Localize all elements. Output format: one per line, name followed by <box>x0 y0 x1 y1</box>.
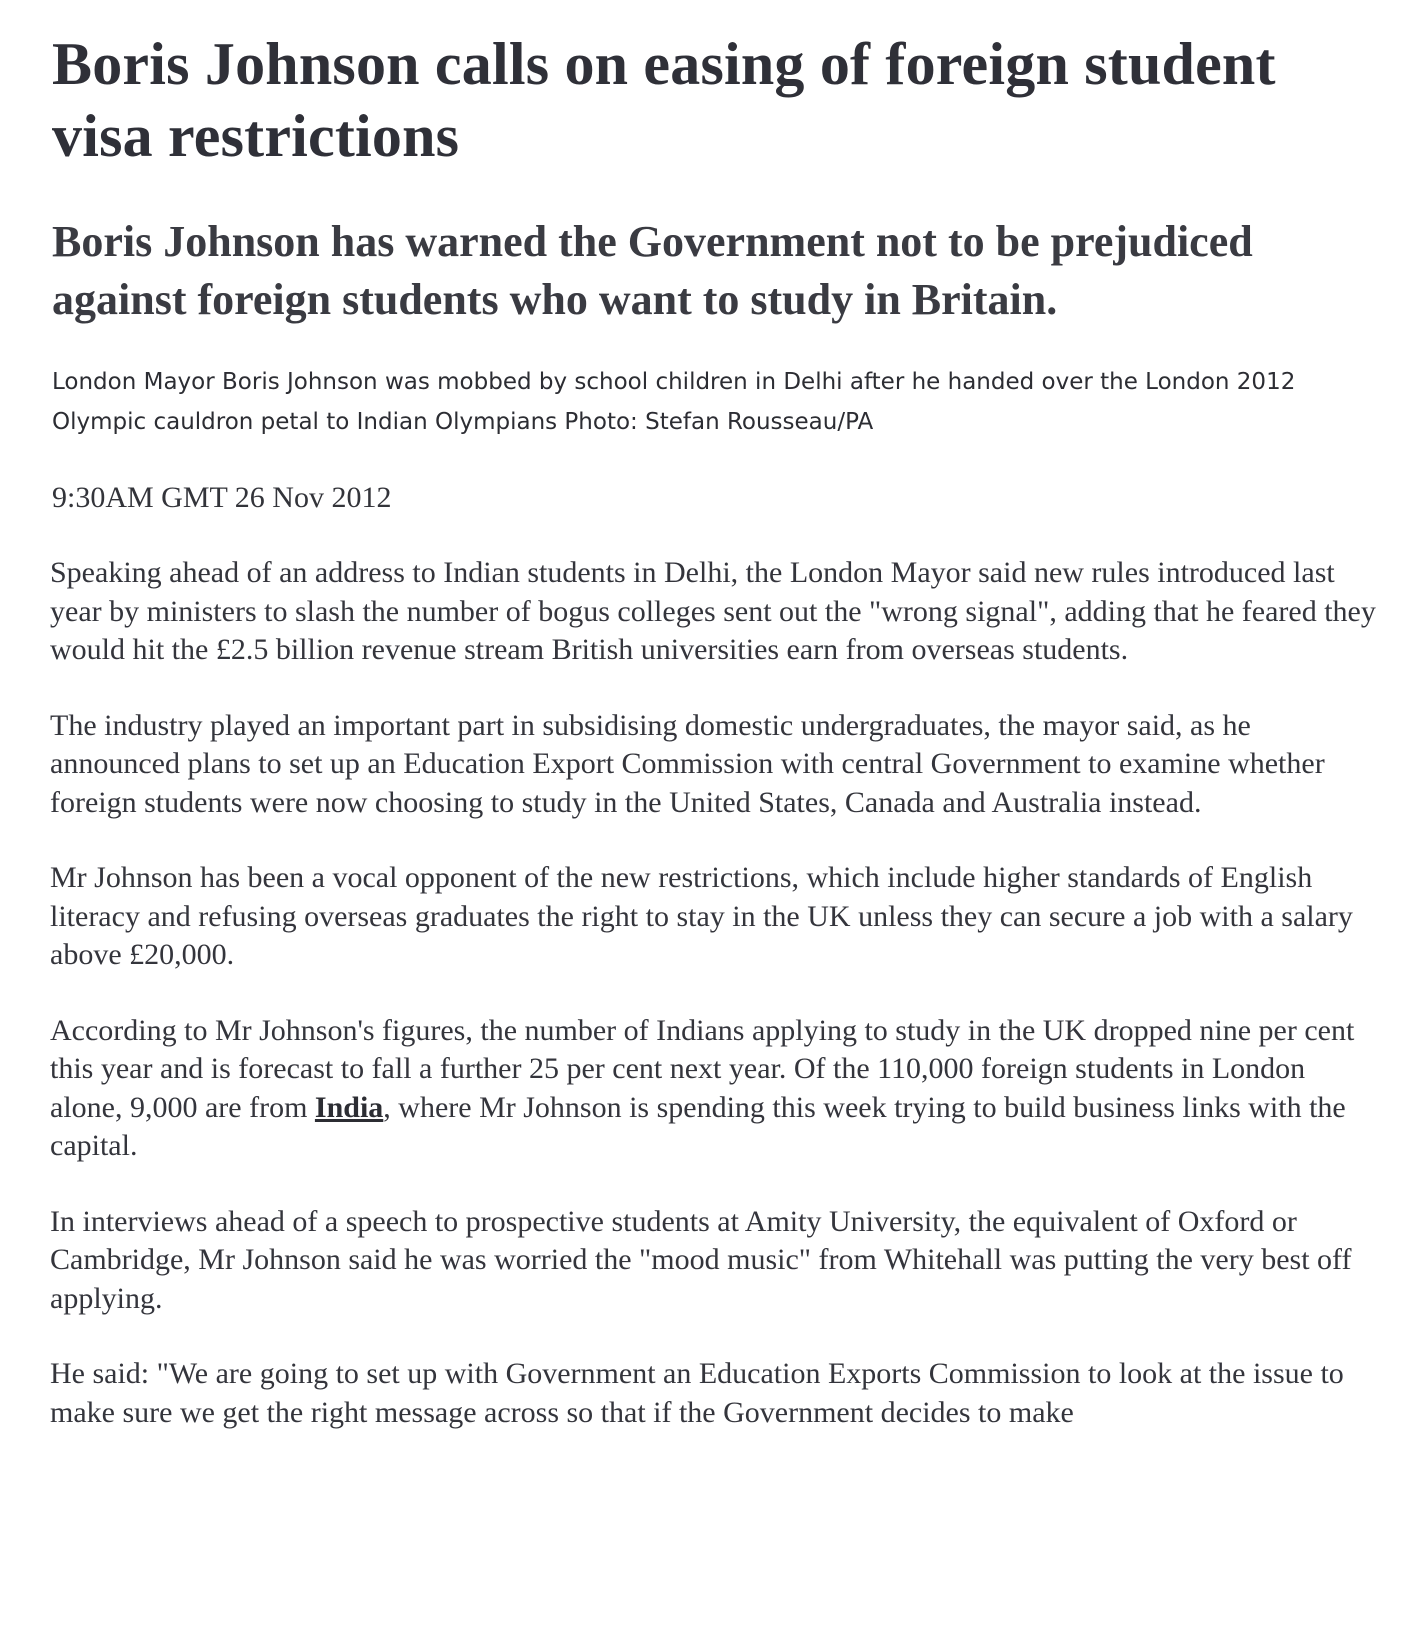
body-paragraph-6: He said: "We are going to set up with Government an Education Exports Commission to look at the issue to make sure we get the right message across so that if the Government decides to make <box>50 1357 1344 1429</box>
body-paragraph-4-text-after-link: , where Mr Johnson is spending this week trying to build business links with the capital. <box>50 1090 1346 1162</box>
body-paragraph-3: Mr Johnson has been a vocal opponent of the new restrictions, which include higher standards of English literacy and refusing overseas graduates the right to stay in the UK unless they can secure a job with a salary above £20,000. <box>50 861 1353 971</box>
body-paragraph-4-text-before-link: According to Mr Johnson's figures, the number of Indians applying to study in the UK dropped nine per cent this year and is forecast to fall a further 25 per cent next year. Of the 110,000 foreign students in London alone, 9,000 are from <box>50 1013 1355 1124</box>
body-paragraph-4 <box>50 1012 1380 1166</box>
body-paragraph-5: In interviews ahead of a speech to prospective students at Amity University, the equivalent of Oxford or Cambridge, Mr Johnson said he was worried the "mood music" from Whitehall was putting the very best off applying. <box>50 1204 1352 1315</box>
article <box>50 28 1376 1432</box>
india-link[interactable]: India <box>314 1090 384 1124</box>
publish-timestamp: 9:30AM GMT 26 Nov 2012 <box>52 481 392 514</box>
article-standfirst: Boris Johnson has warned the Government not to be prejudiced against foreign students who want to study in Britain. <box>52 217 1253 324</box>
photo-caption: London Mayor Boris Johnson was mobbed by school children in Delhi after he handed over the London 2012 Olympic cauldron petal to Indian Olympians Photo: Stefan Rousseau/PA <box>52 369 1296 435</box>
body-paragraph-1: Speaking ahead of an address to Indian students in Delhi, the London Mayor said new rules introduced last year by ministers to slash the number of bogus colleges sent out the "wrong signal", adding that he feared they would hit the £2.5 billion revenue stream British universities earn from overseas students. <box>50 556 1376 666</box>
body-paragraph-2: The industry played an important part in subsidising domestic undergraduates, the mayor said, as he announced plans to set up an Education Export Commission with central Government to examine whether foreign students were now choosing to study in the United States, Canada and Australia instead. <box>50 708 1325 819</box>
article-headline: Boris Johnson calls on easing of foreign student visa restrictions <box>52 31 1276 169</box>
